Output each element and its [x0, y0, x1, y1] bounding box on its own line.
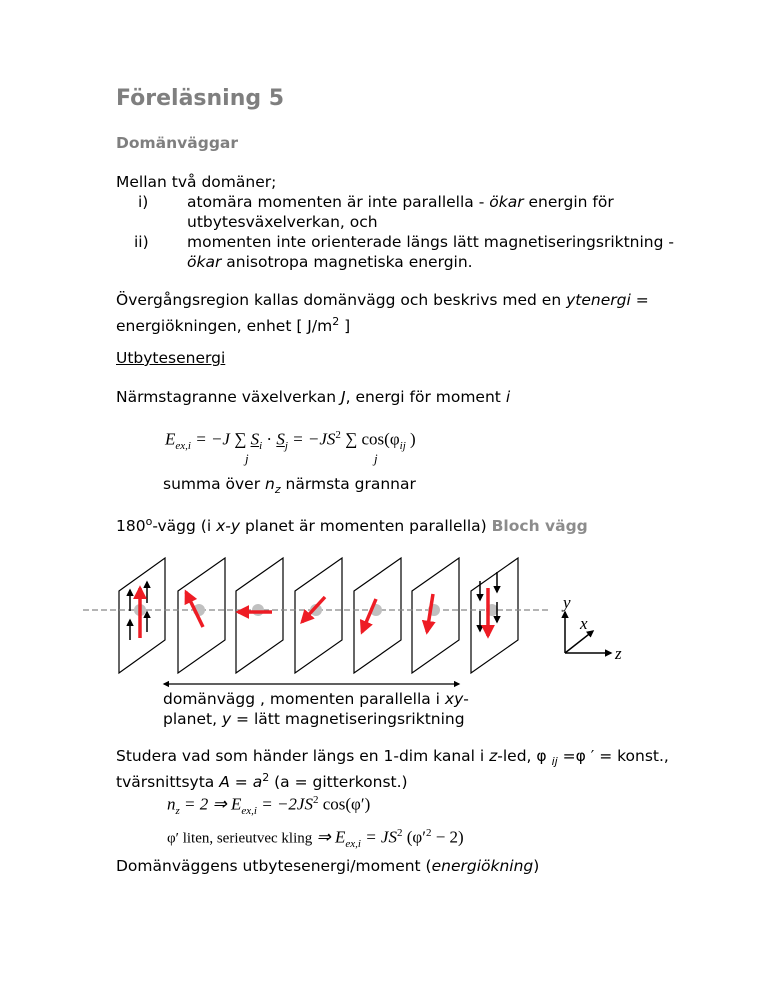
emphasis: y [221, 710, 232, 728]
text-span: planet är momenten parallella) [240, 517, 492, 536]
text-span: , energi för moment [345, 388, 506, 406]
math-part: ⇒ E [312, 827, 346, 847]
text-span: energiökningen, enhet [ J/m [116, 317, 333, 336]
page-title: Föreläsning 5 [116, 86, 285, 111]
emphasis: ökar [187, 253, 222, 271]
math-part: ∑ cos(φ [340, 429, 400, 449]
atom-dot [252, 604, 264, 616]
math-part: ) [405, 429, 416, 449]
exchange-heading: Utbytesenergi [116, 349, 226, 367]
intro-text: Mellan två domäner; [116, 173, 277, 191]
emphasis: energiökning [431, 857, 534, 875]
text-span: närmsta grannar [280, 475, 416, 493]
sum-index: j [374, 451, 378, 466]
emphasis: i [505, 388, 511, 406]
text-span: tvärsnittsyta [116, 773, 220, 792]
math-part: = JS [360, 827, 397, 847]
wall-caption-line1 [163, 688, 469, 710]
emphasis: a [252, 773, 263, 792]
plane [178, 558, 225, 673]
emphasis: J [341, 388, 346, 406]
text-span: (a = gitterkonst.) [269, 773, 408, 792]
sum-index: j [245, 451, 249, 466]
text-span: = lätt magnetiseringsriktning [231, 710, 465, 728]
text-span: domänvägg , momenten parallella i [163, 690, 445, 708]
subscript: ij [551, 755, 558, 769]
list-item-1-line2: utbytesväxelverkan, och [187, 213, 378, 231]
text-span: Närmstagranne växelverkan [116, 388, 342, 406]
math-part: = −JS [287, 429, 336, 449]
emphasis: ytenergi [566, 291, 631, 309]
text-span: planet, [163, 710, 222, 728]
math-symbol: E [165, 429, 176, 449]
superscript: 2 [262, 771, 270, 784]
math-part: (φ′ [402, 827, 426, 847]
plane [471, 558, 518, 673]
text-span: ) [533, 857, 540, 875]
text-span: =φ ′ = konst., [557, 747, 669, 765]
math-part: cos(φ′) [318, 794, 371, 814]
math-part: = 2 ⇒ E [179, 794, 242, 814]
bloch-wall-label: Bloch vägg [491, 517, 588, 536]
text-span: -vägg (i [152, 517, 217, 536]
emphasis: z [489, 747, 498, 765]
math-subscript: ex,i [175, 440, 191, 453]
math-part: = −J ∑ [190, 429, 251, 449]
axis-label-y: y [563, 593, 571, 612]
text-span: summa över [163, 475, 266, 493]
axis-label-x: x [580, 614, 588, 633]
emphasis: A [219, 773, 230, 792]
math-superscript: 2 [396, 827, 403, 839]
superscript: o [145, 515, 153, 528]
math-subscript: j [284, 440, 288, 453]
axis-label-z: z [615, 644, 622, 663]
subscript: z [274, 483, 281, 497]
equation-nz [167, 794, 370, 817]
math-subscript: ex,i [241, 805, 257, 818]
text-span: = [229, 773, 253, 792]
text-span: - [463, 690, 469, 708]
text-span: = [630, 291, 649, 309]
math-superscript: 2 [312, 794, 319, 806]
x-axis-arrow [565, 631, 593, 653]
math-vector: S [276, 429, 285, 449]
text-span: Studera vad som händer längs en 1-dim kanal i [116, 747, 490, 765]
study-line2 [116, 767, 408, 793]
plane [295, 558, 342, 673]
list-marker: ii) [134, 233, 149, 251]
math-part: − 2) [431, 827, 464, 847]
math-condition: φ′ liten, serieutvec kling [167, 830, 313, 847]
math-subscript: ex,i [345, 838, 361, 851]
math-vector: S [250, 429, 260, 449]
text-span: Övergångsregion kallas domänvägg och beskrivs med en [116, 291, 567, 309]
list-item-2-line1: momenten inte orienterade längs lätt magnetiseringsriktning - [187, 233, 674, 251]
wall-caption-line2 [163, 708, 465, 730]
emphasis: n [265, 475, 275, 493]
text-span: energin för [523, 193, 614, 211]
math-superscript: 2 [335, 429, 341, 441]
math-operator: · [262, 429, 277, 449]
math-symbol: n [167, 794, 176, 814]
section-heading: Domänväggar [116, 134, 239, 152]
text-span: 180 [116, 517, 146, 536]
text-span: ] [339, 317, 351, 336]
equation-series-expansion [167, 827, 464, 850]
math-subscript: z [175, 805, 180, 818]
final-line [116, 855, 539, 877]
math-superscript: 2 [425, 827, 432, 839]
list-marker: i) [138, 193, 149, 211]
text-span: anisotropa magnetiska energin. [221, 253, 473, 271]
text-span: atomära momenten är inte parallella - [187, 193, 490, 211]
emphasis: xy [444, 690, 464, 708]
math-subscript: i [259, 440, 263, 453]
math-subscript: ij [399, 440, 406, 453]
superscript: 2 [332, 315, 340, 328]
emphasis: x-y [216, 517, 241, 536]
text-span: -led, φ [497, 747, 552, 765]
text-span: Domänväggens utbytesenergi/moment ( [116, 857, 432, 875]
emphasis: ökar [489, 193, 524, 211]
math-part: = −2JS [256, 794, 313, 814]
